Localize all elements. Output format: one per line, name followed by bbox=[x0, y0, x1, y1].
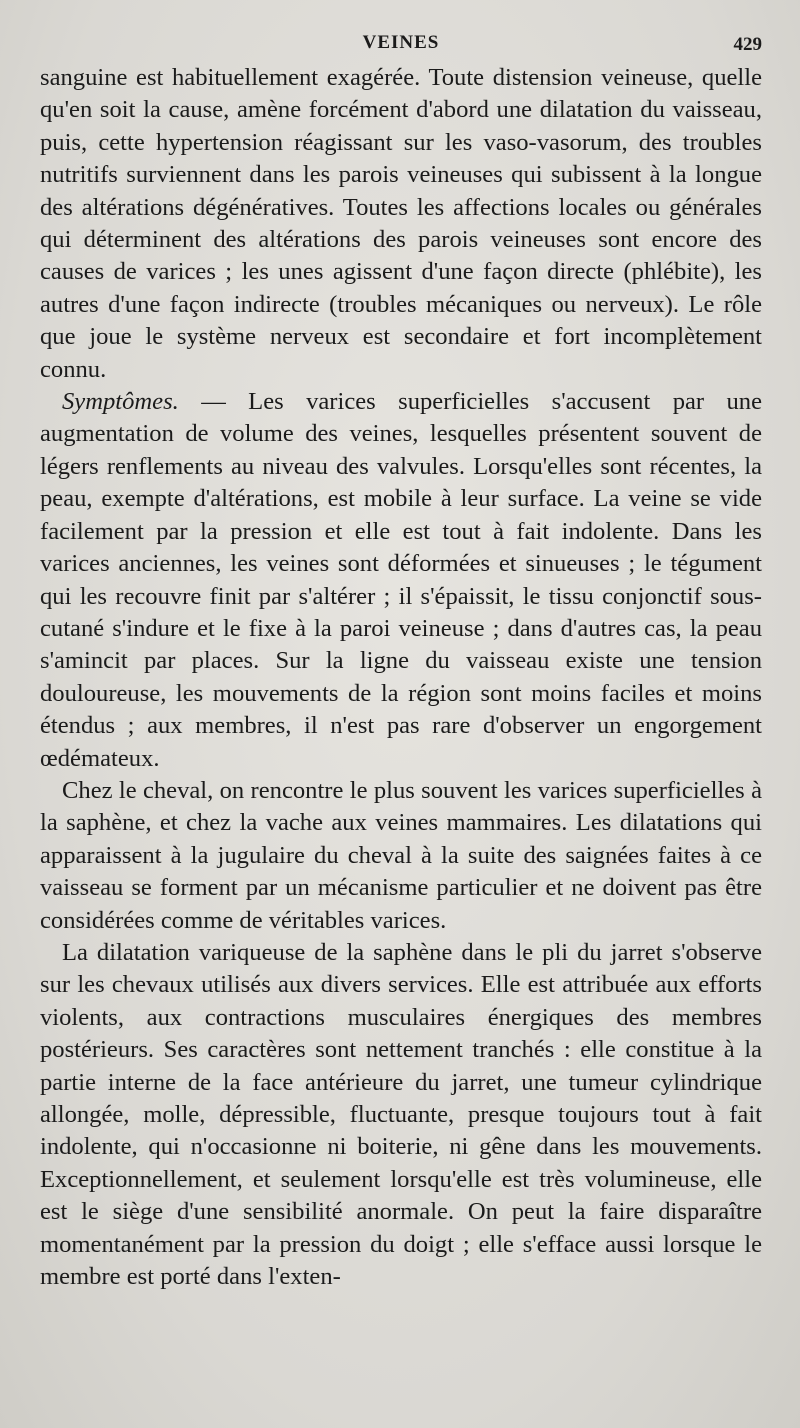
body-text bbox=[40, 62, 762, 1293]
paragraph-symptomes bbox=[40, 386, 762, 775]
paragraph-cheval-vache bbox=[40, 775, 762, 937]
paragraph-text: sanguine est habituellement exagérée. Toute distension veineuse, quelle qu'en soit la cause, amène forcément d'abord une dilatation du vaisseau, puis, cette hypertension réagissant sur les vaso-vasorum, des troubles nutritifs surviennent dans les parois veineuses qui subissent à la longue des altérations dégénératives. Toutes les affections locales ou générales qui déterminent des altérations des parois veineuses sont encore des causes de varices ; les unes agissent d'une façon directe (phlébite), les autres d'une façon indirecte (troubles mécaniques ou nerveux). Le rôle que joue le système nerveux est secondaire et fort incomplètement connu. bbox=[40, 64, 762, 383]
paragraph-text: Chez le cheval, on rencontre le plus souvent les varices superficielles à la saphène, et chez la vache aux veines mammaires. Les dilatations qui apparaissent à la jugulaire du cheval à la suite des saignées faites à ce vaisseau se forment par un mécanisme particulier et ne doivent pas être considérées comme de véritables varices. bbox=[40, 776, 762, 934]
running-title: VEINES bbox=[362, 32, 440, 53]
paragraph-text: — Les varices superficielles s'accusent par une augmentation de volume des veines, lesquelles présentent souvent de légers renflements au niveau des valvules. Lorsqu'elles sont récentes, la peau, exempte d'altérations, est mobile à leur surface. La veine se vide facilement par la pression et elle est tout à fait indolente. Dans les varices anciennes, les veines sont déformées et sinueuses ; le tégument qui les recouvre finit par s'altérer ; il s'épaissit, le tissu conjonctif sous-cutané s'indure et le fixe à la paroi veineuse ; dans d'autres cas, la peau s'amincit par places. Sur la ligne du vaisseau existe une tension douloureuse, les mouvements de la région sont moins faciles et moins étendus ; aux membres, il n'est pas rare d'observer un engorgement œdémateux. bbox=[40, 388, 762, 772]
paragraph-text: La dilatation variqueuse de la saphène dans le pli du jarret s'observe sur les chevaux utilisés aux divers services. Elle est attribuée aux efforts violents, aux contractions musculaires énergiques des membres postérieurs. Ses caractères sont nettement tranchés : elle constitue à la partie interne de la face antérieure du jarret, une tumeur cylindrique allongée, molle, dépressible, fluctuante, presque toujours tout à fait indolente, qui n'occasionne ni boiterie, ni gêne dans les mouvements. Exceptionnellement, et seulement lorsqu'elle est très volumineuse, elle est le siège d'une sensibilité anormale. On peut la faire disparaître momentanément par la pression du doigt ; elle s'efface aussi lorsque le membre est porté dans l'exten- bbox=[40, 938, 762, 1291]
section-title-symptomes: Symptômes. bbox=[62, 388, 179, 416]
paragraph-causes bbox=[40, 62, 762, 386]
page-number: 429 bbox=[733, 34, 762, 55]
running-header bbox=[40, 28, 762, 62]
paragraph-saphene bbox=[40, 937, 762, 1293]
